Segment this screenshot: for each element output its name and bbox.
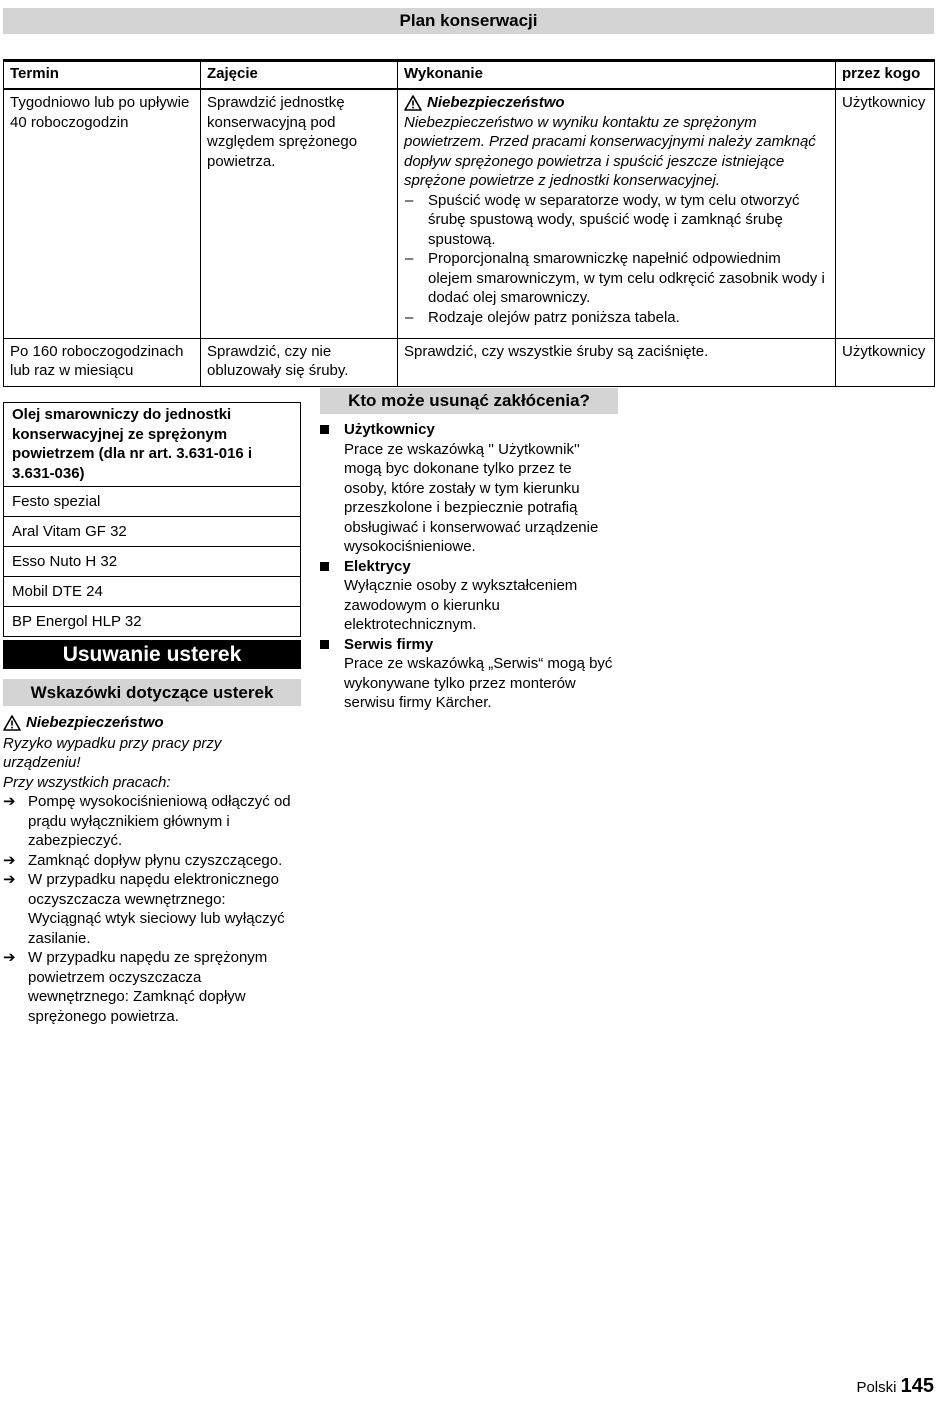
warning-title: Niebezpieczeństwo [26,714,164,731]
table-row [4,338,935,386]
role-title: Elektrycy [344,557,411,575]
arrow-right-icon: ➔ [3,949,16,966]
lubricant-item: Esso Nuto H 32 [4,547,301,577]
cell-zajecie: Sprawdzić, czy nie obluzowały się śruby. [201,338,398,386]
step-text: W przypadku napędu ze sprężonym powietrzem oczyszczacza wewnętrznego: Zamknąć dopływ sprężonego powietrza. [28,949,268,1025]
arrow-right-icon: ➔ [3,871,16,888]
page-number: 145 [900,1375,934,1397]
cell-wykonanie [398,89,836,338]
list-item: – Rodzaje olejów patrz poniższa tabela. [404,308,829,328]
arrow-right-icon: ➔ [3,851,16,869]
lubricant-table [3,402,301,637]
lubricant-item: BP Energol HLP 32 [4,607,301,637]
who-can-fix-list [320,420,618,713]
step-text: Pompę wysokociśnieniową odłączyć od prądu wyłącznikiem głównym i zabezpieczyć. [28,793,291,849]
troubleshooting-subtitle: Wskazówki dotyczące usterek [3,679,301,706]
maintenance-plan-title: Plan konserwacji [3,8,934,34]
role-text: Wyłącznie osoby z wykształceniem zawodowym o kierunku elektrotechnicznym. [344,577,578,633]
header-wykonanie: Wykonanie [398,61,836,90]
footer-language: Polski [856,1379,897,1396]
list-item [320,635,618,713]
cell-przez-kogo: Użytkownicy [836,89,935,338]
header-zajecie: Zajęcie [201,61,398,90]
role-text: Prace ze wskazówką „Serwis“ mogą być wykonywane tylko przez monterów serwisu firmy Kärcher. [344,655,613,711]
square-bullet-icon [320,425,329,434]
troubleshooting-title: Usuwanie usterek [3,640,301,669]
who-can-fix-title: Kto może usunąć zakłócenia? [320,388,618,414]
square-bullet-icon [320,562,329,571]
troubleshooting-body [3,713,301,1026]
warning-triangle-icon [3,715,21,731]
list-item [3,870,301,948]
lubricant-table-header: Olej smarowniczy do jednostki konserwacyjnej ze sprężonym powietrzem (dla nr art. 3.631-016 i 3.631-036) [4,403,301,487]
header-przez-kogo: przez kogo [836,61,935,90]
warning-title: Niebezpieczeństwo [427,94,565,111]
warning-line: Ryzyko wypadku przy pracy przy urządzeniu! [3,734,222,771]
maintenance-steps [404,191,829,328]
cell-wykonanie: Sprawdzić, czy wszystkie śruby są zaciśnięte. [398,338,836,386]
role-title: Użytkownicy [344,421,435,438]
square-bullet-icon [320,640,329,649]
cell-przez-kogo: Użytkownicy [836,338,935,386]
role-title: Serwis firmy [344,635,434,653]
arrow-right-icon: ➔ [3,793,16,810]
step-text: W przypadku napędu elektronicznego oczyszczacza wewnętrznego: Wyciągnąć wtyk sieciowy lub wyłączyć zasilanie. [28,871,285,947]
table-row [4,89,935,338]
list-item [320,557,618,635]
header-termin: Termin [4,61,201,90]
lubricant-item: Aral Vitam GF 32 [4,517,301,547]
lubricant-item: Mobil DTE 24 [4,577,301,607]
page-footer [856,1375,934,1399]
list-item [3,792,301,851]
troubleshooting-steps [3,792,301,1026]
role-text: Prace ze wskazówką '' Użytkownik'' mogą byc dokonane tylko przez te osoby, które zostały w tym kierunku przeszkolone i bezpiecznie potrafią obsługiwać i konserwować urządzenie wysokociśnieniowe. [344,440,599,555]
warning-triangle-icon [404,95,422,111]
list-item [3,948,301,1026]
warning-heading [404,93,829,113]
list-item: – Spuścić wodę w separatorze wody, w tym celu otworzyć śrubę spustową wody, spuścić wodę i zamknąć śrubę spustową. [404,191,829,250]
maintenance-plan-table [3,59,935,387]
list-item [3,851,301,871]
cell-termin: Po 160 roboczogodzinach lub raz w miesiącu [4,338,201,386]
cell-termin: Tygodniowo lub po upływie 40 roboczogodzin [4,89,201,338]
lubricant-item: Festo spezial [4,487,301,517]
step-text: Zamknąć dopływ płynu czyszczącego. [28,851,283,869]
cell-zajecie: Sprawdzić jednostkę konserwacyjną pod względem sprężonego powietrza. [201,89,398,338]
table-header-row [4,61,935,90]
warning-line: Przy wszystkich pracach: [3,773,171,791]
list-item: – Proporcjonalną smarowniczkę napełnić odpowiednim olejem smarowniczym, w tym celu odkręcić zasobnik wody i dodać olej smarowniczy. [404,249,829,308]
warning-text: Niebezpieczeństwo w wyniku kontaktu ze sprężonym powietrzem. Przed pracami konserwacyjnymi należy zamknąć dopływ sprężonego powietrza i spuścić jeszcze istniejące sprężone powietrze z jednostki konserwacyjnej. [404,113,816,189]
list-item [320,420,618,557]
warning-heading [3,713,301,733]
